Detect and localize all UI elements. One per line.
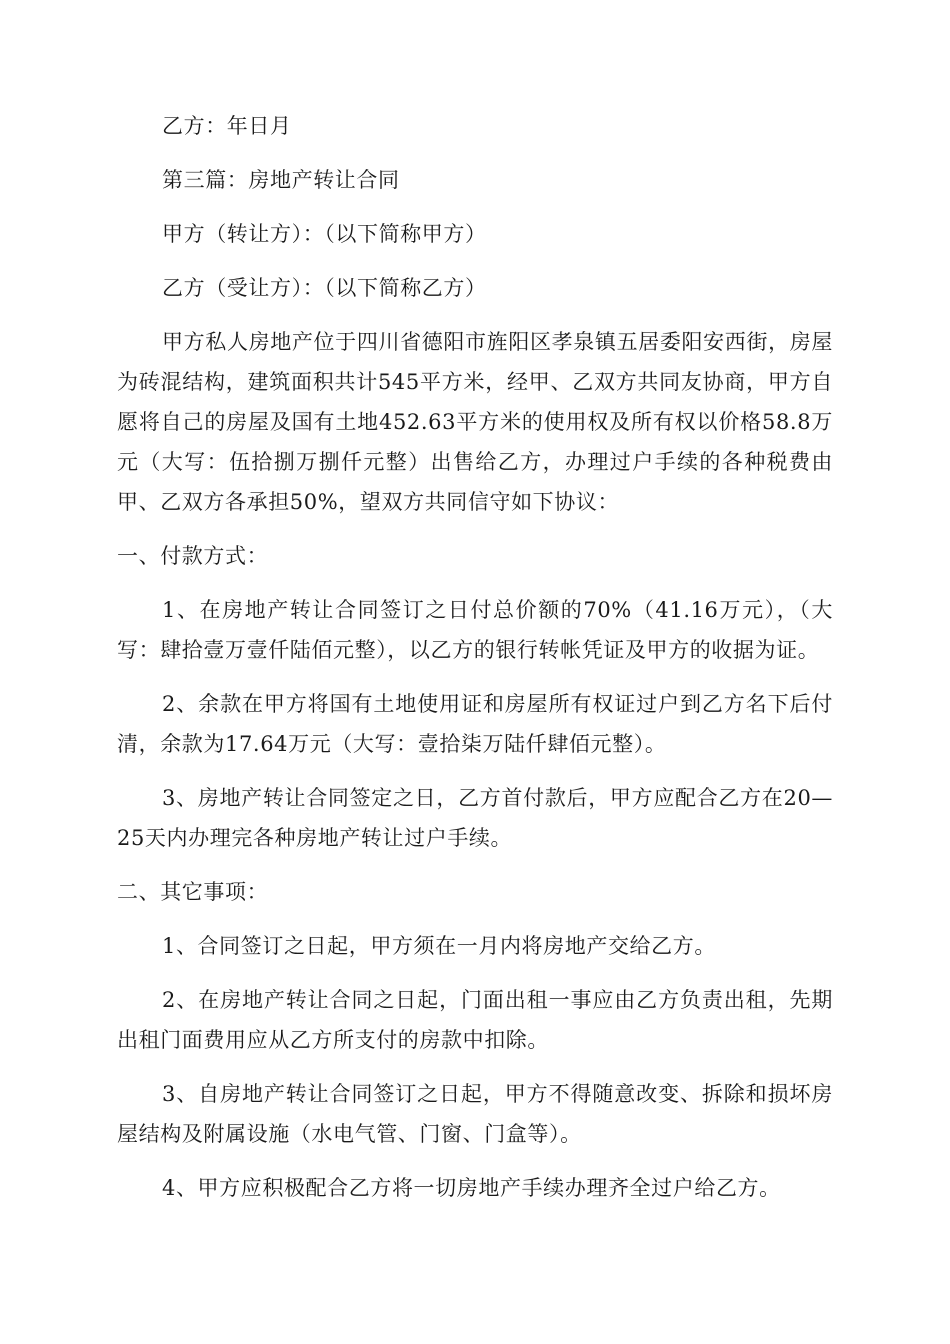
- heading-other-matters: 二、其它事项：: [117, 880, 269, 904]
- other-clause-1: 1、合同签订之日起，甲方须在一月内将房地产交给乙方。: [162, 934, 716, 958]
- payment-clause-2: 2、余款在甲方将国有土地使用证和房屋所有权证过户到乙方名下后付清，余款为17.64万元（大写：壹拾柒万陆仟肆佰元整）。: [117, 692, 833, 756]
- section-title: 第三篇：房地产转让合同: [162, 168, 400, 192]
- other-clause-4: 4、甲方应积极配合乙方将一切房地产手续办理齐全过户给乙方。: [162, 1176, 781, 1200]
- document-body: [117, 106, 833, 1222]
- signature-line-party-b: 乙方：年日月: [162, 114, 292, 138]
- other-clause-3: 3、自房地产转让合同签订之日起，甲方不得随意改变、拆除和损坏房屋结构及附属设施（水电气管、门窗、门盒等）。: [117, 1082, 833, 1146]
- other-clause-2: 2、在房地产转让合同之日起，门面出租一事应由乙方负责出租，先期出租门面费用应从乙方所支付的房款中扣除。: [117, 988, 833, 1052]
- party-a-line: 甲方（转让方）：（以下简称甲方）: [162, 222, 487, 246]
- payment-clause-1: 1、在房地产转让合同签订之日付总价额的70%（41.16万元），（大写：肆拾壹万壹仟陆佰元整），以乙方的银行转帐凭证及甲方的收据为证。: [117, 598, 833, 662]
- party-b-line: 乙方（受让方）：（以下简称乙方）: [162, 276, 487, 300]
- heading-payment-method: 一、付款方式：: [117, 544, 269, 568]
- intro-paragraph: 甲方私人房地产位于四川省德阳市旌阳区孝泉镇五居委阳安西街，房屋为砖混结构，建筑面积共计545平方米，经甲、乙双方共同友协商，甲方自愿将自己的房屋及国有土地452.63平方米的使用权及所有权以价格58.8万元（大写：伍拾捌万捌仟元整）出售给乙方，办理过户手续的各种税费由甲、乙双方各承担50%，望双方共同信守如下协议：: [117, 330, 833, 514]
- payment-clause-3: 3、房地产转让合同签定之日，乙方首付款后，甲方应配合乙方在20—25天内办理完各种房地产转让过户手续。: [117, 786, 833, 850]
